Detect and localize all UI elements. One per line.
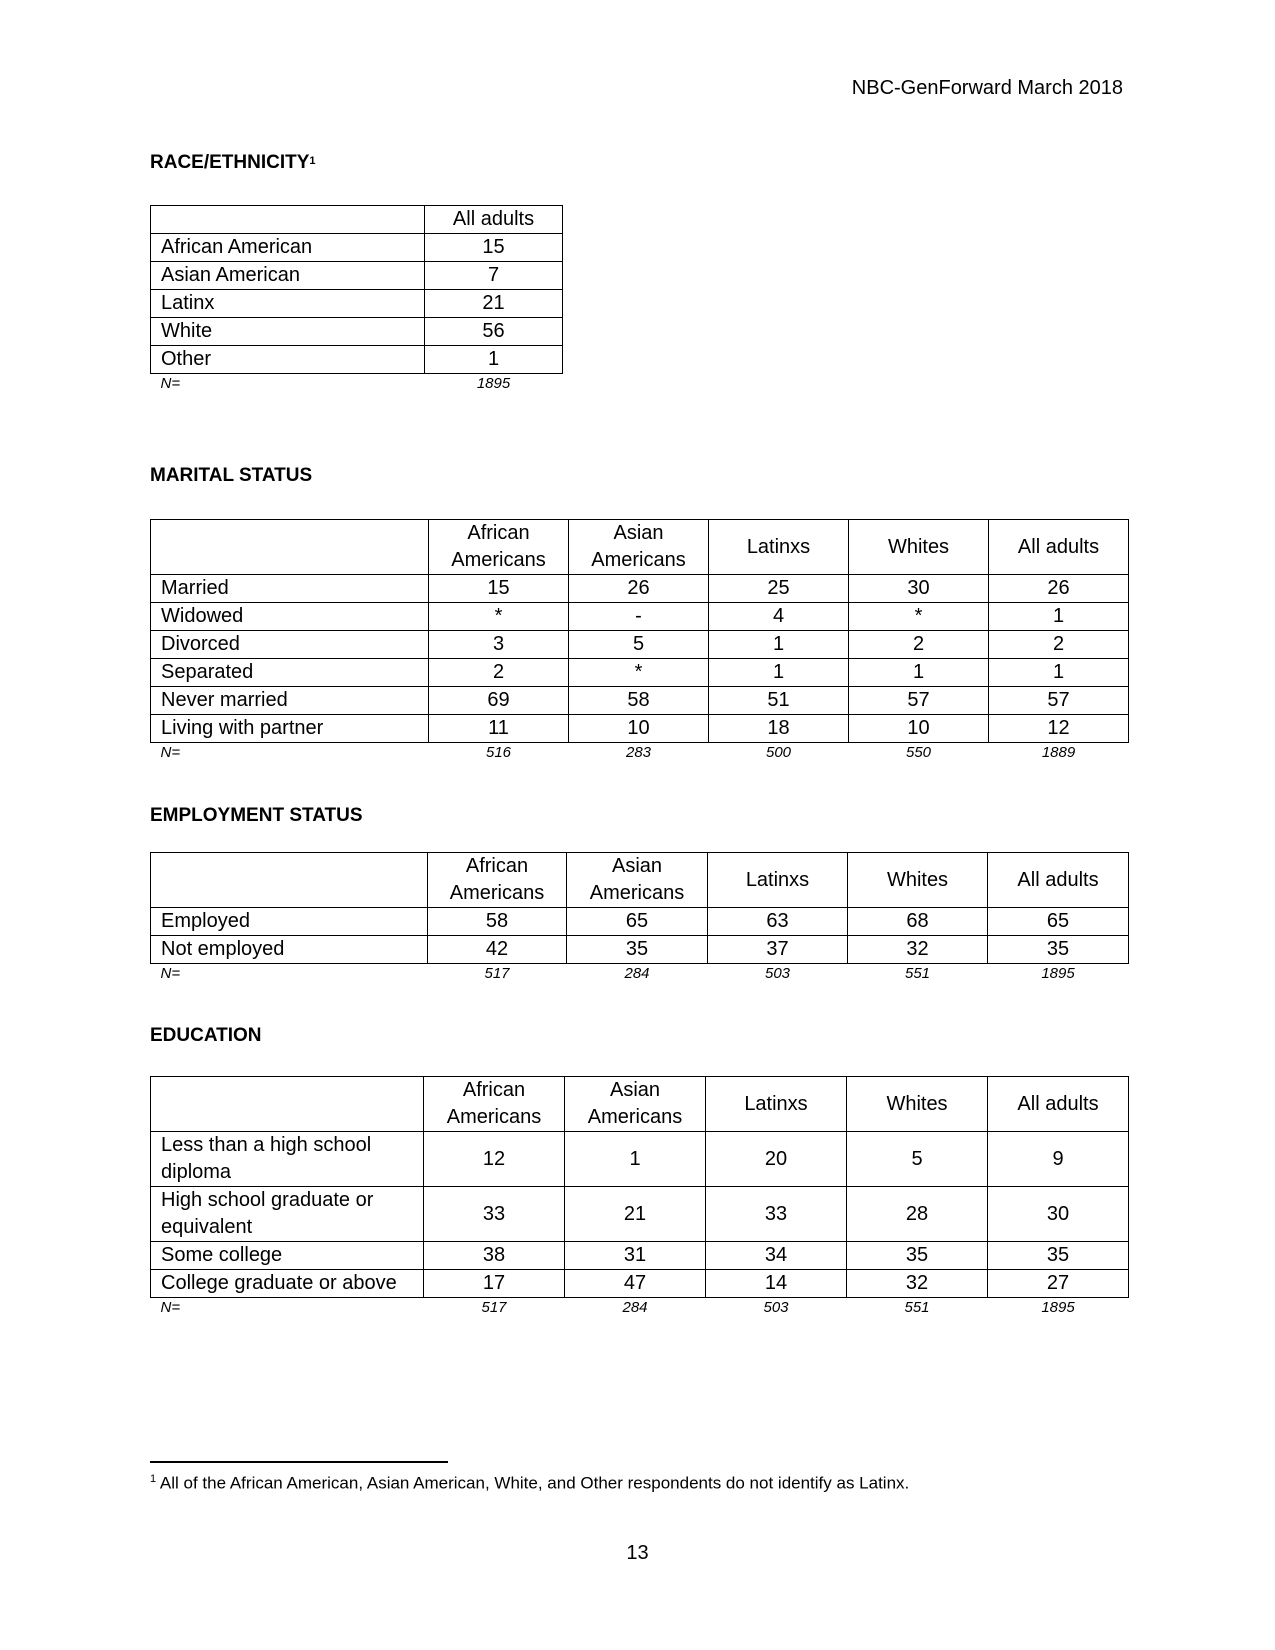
cell-value: 1 bbox=[989, 603, 1129, 631]
race-footnote-ref: 1 bbox=[309, 155, 316, 167]
cell-value: 21 bbox=[565, 1187, 706, 1242]
column-header-all-adults: All adults bbox=[988, 853, 1129, 908]
n-value: 1895 bbox=[1041, 965, 1075, 982]
table-row bbox=[151, 234, 563, 262]
footnote-divider bbox=[150, 1461, 448, 1463]
employment-section-title: EMPLOYMENT STATUS bbox=[150, 805, 363, 826]
cell-value: 32 bbox=[847, 1270, 988, 1298]
cell-value: 34 bbox=[706, 1242, 847, 1270]
n-value: 503 bbox=[764, 965, 791, 982]
n-value: 550 bbox=[905, 744, 932, 761]
cell-value: 42 bbox=[428, 936, 567, 964]
row-label: Never married bbox=[151, 687, 429, 715]
marital-section-title: MARITAL STATUS bbox=[150, 465, 313, 486]
cell-value: 9 bbox=[988, 1132, 1129, 1187]
cell-value: 15 bbox=[425, 234, 563, 262]
n-value: 284 bbox=[622, 1299, 648, 1316]
cell-value: 1 bbox=[565, 1132, 706, 1187]
cell-value: 65 bbox=[988, 908, 1129, 936]
n-value: 551 bbox=[904, 965, 931, 982]
row-label: Some college bbox=[151, 1242, 424, 1270]
n-row bbox=[151, 964, 1129, 985]
header-empty-cell bbox=[151, 520, 429, 575]
cell-value: 31 bbox=[565, 1242, 706, 1270]
cell-value: 18 bbox=[709, 715, 849, 743]
row-label: Separated bbox=[151, 659, 429, 687]
table-row bbox=[151, 1187, 1129, 1242]
column-header-latinxs: Latinxs bbox=[708, 853, 848, 908]
cell-value: 35 bbox=[988, 1242, 1129, 1270]
n-label: N= bbox=[160, 375, 181, 392]
cell-value: 5 bbox=[847, 1132, 988, 1187]
cell-value: 2 bbox=[989, 631, 1129, 659]
n-value: 517 bbox=[481, 1299, 507, 1316]
cell-value: * bbox=[429, 603, 569, 631]
n-label: N= bbox=[160, 965, 181, 982]
table-header-row bbox=[151, 206, 563, 234]
column-header-asian-americans: Asian Americans bbox=[565, 1077, 706, 1132]
cell-value: 5 bbox=[569, 631, 709, 659]
column-header-asian-americans: Asian Americans bbox=[567, 853, 708, 908]
table-header-row bbox=[151, 853, 1129, 908]
row-label: White bbox=[151, 318, 425, 346]
n-row bbox=[151, 1298, 1129, 1319]
race-section-title bbox=[150, 151, 316, 175]
cell-value: * bbox=[849, 603, 989, 631]
row-label: Employed bbox=[151, 908, 428, 936]
column-header-latinxs: Latinxs bbox=[706, 1077, 847, 1132]
cell-value: 26 bbox=[989, 575, 1129, 603]
education-section-title: EDUCATION bbox=[150, 1025, 262, 1046]
cell-value: 35 bbox=[567, 936, 708, 964]
table-row bbox=[151, 687, 1129, 715]
table-row bbox=[151, 346, 563, 374]
table-row bbox=[151, 318, 563, 346]
row-label: Married bbox=[151, 575, 429, 603]
row-label: Less than a high school diploma bbox=[151, 1132, 424, 1187]
cell-value: 15 bbox=[429, 575, 569, 603]
cell-value: 57 bbox=[849, 687, 989, 715]
cell-value: - bbox=[569, 603, 709, 631]
cell-value: * bbox=[569, 659, 709, 687]
cell-value: 2 bbox=[429, 659, 569, 687]
cell-value: 35 bbox=[988, 936, 1129, 964]
table-row bbox=[151, 715, 1129, 743]
column-header-african-americans: African Americans bbox=[424, 1077, 565, 1132]
column-header-asian-americans: Asian Americans bbox=[569, 520, 709, 575]
row-label: Living with partner bbox=[151, 715, 429, 743]
cell-value: 1 bbox=[989, 659, 1129, 687]
n-row bbox=[151, 743, 1129, 764]
row-label: Divorced bbox=[151, 631, 429, 659]
cell-value: 58 bbox=[569, 687, 709, 715]
row-label: Other bbox=[151, 346, 425, 374]
cell-value: 32 bbox=[848, 936, 988, 964]
row-label: College graduate or above bbox=[151, 1270, 424, 1298]
column-header-latinxs: Latinxs bbox=[709, 520, 849, 575]
row-label: High school graduate or equivalent bbox=[151, 1187, 424, 1242]
row-label: Not employed bbox=[151, 936, 428, 964]
cell-value: 33 bbox=[424, 1187, 565, 1242]
cell-value: 33 bbox=[706, 1187, 847, 1242]
cell-value: 37 bbox=[708, 936, 848, 964]
table-row bbox=[151, 659, 1129, 687]
footnote bbox=[150, 1468, 909, 1495]
column-header-whites: Whites bbox=[848, 853, 988, 908]
cell-value: 57 bbox=[989, 687, 1129, 715]
cell-value: 35 bbox=[847, 1242, 988, 1270]
cell-value: 51 bbox=[709, 687, 849, 715]
column-header-whites: Whites bbox=[849, 520, 989, 575]
n-value: 500 bbox=[765, 744, 792, 761]
table-row bbox=[151, 575, 1129, 603]
cell-value: 12 bbox=[424, 1132, 565, 1187]
n-value: 551 bbox=[904, 1299, 930, 1316]
cell-value: 11 bbox=[429, 715, 569, 743]
n-value: 517 bbox=[484, 965, 510, 982]
cell-value: 1 bbox=[849, 659, 989, 687]
cell-value: 30 bbox=[988, 1187, 1129, 1242]
table-row bbox=[151, 936, 1129, 964]
cell-value: 25 bbox=[709, 575, 849, 603]
education-table bbox=[150, 1076, 1129, 1318]
n-label: N= bbox=[160, 1299, 181, 1316]
cell-value: 1 bbox=[425, 346, 563, 374]
cell-value: 7 bbox=[425, 262, 563, 290]
page-number: 13 bbox=[626, 1542, 649, 1564]
page-header: NBC-GenForward March 2018 bbox=[851, 77, 1123, 99]
cell-value: 68 bbox=[848, 908, 988, 936]
row-label: African American bbox=[151, 234, 425, 262]
n-value: 1895 bbox=[1041, 1299, 1075, 1316]
race-table bbox=[150, 205, 563, 394]
n-row bbox=[151, 374, 563, 395]
table-row bbox=[151, 262, 563, 290]
footnote-marker: 1 bbox=[150, 1473, 157, 1485]
row-label: Widowed bbox=[151, 603, 429, 631]
n-value: 284 bbox=[624, 965, 650, 982]
row-label: Latinx bbox=[151, 290, 425, 318]
table-row bbox=[151, 908, 1129, 936]
cell-value: 17 bbox=[424, 1270, 565, 1298]
cell-value: 14 bbox=[706, 1270, 847, 1298]
race-title-text: RACE/ETHNICITY bbox=[150, 152, 310, 173]
cell-value: 2 bbox=[849, 631, 989, 659]
column-header-whites: Whites bbox=[847, 1077, 988, 1132]
cell-value: 12 bbox=[989, 715, 1129, 743]
table-row bbox=[151, 631, 1129, 659]
cell-value: 20 bbox=[706, 1132, 847, 1187]
table-row bbox=[151, 1270, 1129, 1298]
table-row bbox=[151, 603, 1129, 631]
table-row bbox=[151, 1132, 1129, 1187]
n-value: 1889 bbox=[1041, 744, 1076, 761]
cell-value: 69 bbox=[429, 687, 569, 715]
column-header-all-adults: All adults bbox=[989, 520, 1129, 575]
cell-value: 63 bbox=[708, 908, 848, 936]
cell-value: 4 bbox=[709, 603, 849, 631]
table-header-row bbox=[151, 520, 1129, 575]
column-header-all-adults: All adults bbox=[988, 1077, 1129, 1132]
cell-value: 30 bbox=[849, 575, 989, 603]
footnote-text: All of the African American, Asian American, White, and Other respondents do not identify as Latinx. bbox=[156, 1473, 910, 1493]
cell-value: 26 bbox=[569, 575, 709, 603]
column-header-african-americans: African Americans bbox=[428, 853, 567, 908]
n-value: 1895 bbox=[476, 375, 511, 392]
column-header-african-americans: African Americans bbox=[429, 520, 569, 575]
n-value: 283 bbox=[625, 744, 652, 761]
cell-value: 28 bbox=[847, 1187, 988, 1242]
table-header-row bbox=[151, 1077, 1129, 1132]
cell-value: 21 bbox=[425, 290, 563, 318]
header-empty-cell bbox=[151, 853, 428, 908]
cell-value: 10 bbox=[849, 715, 989, 743]
cell-value: 47 bbox=[565, 1270, 706, 1298]
employment-table bbox=[150, 852, 1129, 984]
cell-value: 27 bbox=[988, 1270, 1129, 1298]
table-row bbox=[151, 290, 563, 318]
n-label: N= bbox=[160, 744, 181, 761]
row-label: Asian American bbox=[151, 262, 425, 290]
header-empty-cell bbox=[151, 206, 425, 234]
cell-value: 56 bbox=[425, 318, 563, 346]
column-header: All adults bbox=[425, 206, 563, 234]
cell-value: 38 bbox=[424, 1242, 565, 1270]
cell-value: 1 bbox=[709, 631, 849, 659]
cell-value: 1 bbox=[709, 659, 849, 687]
marital-table bbox=[150, 519, 1129, 763]
cell-value: 3 bbox=[429, 631, 569, 659]
n-value: 503 bbox=[763, 1299, 789, 1316]
table-row bbox=[151, 1242, 1129, 1270]
n-value: 516 bbox=[485, 744, 512, 761]
cell-value: 65 bbox=[567, 908, 708, 936]
header-empty-cell bbox=[151, 1077, 424, 1132]
cell-value: 10 bbox=[569, 715, 709, 743]
cell-value: 58 bbox=[428, 908, 567, 936]
